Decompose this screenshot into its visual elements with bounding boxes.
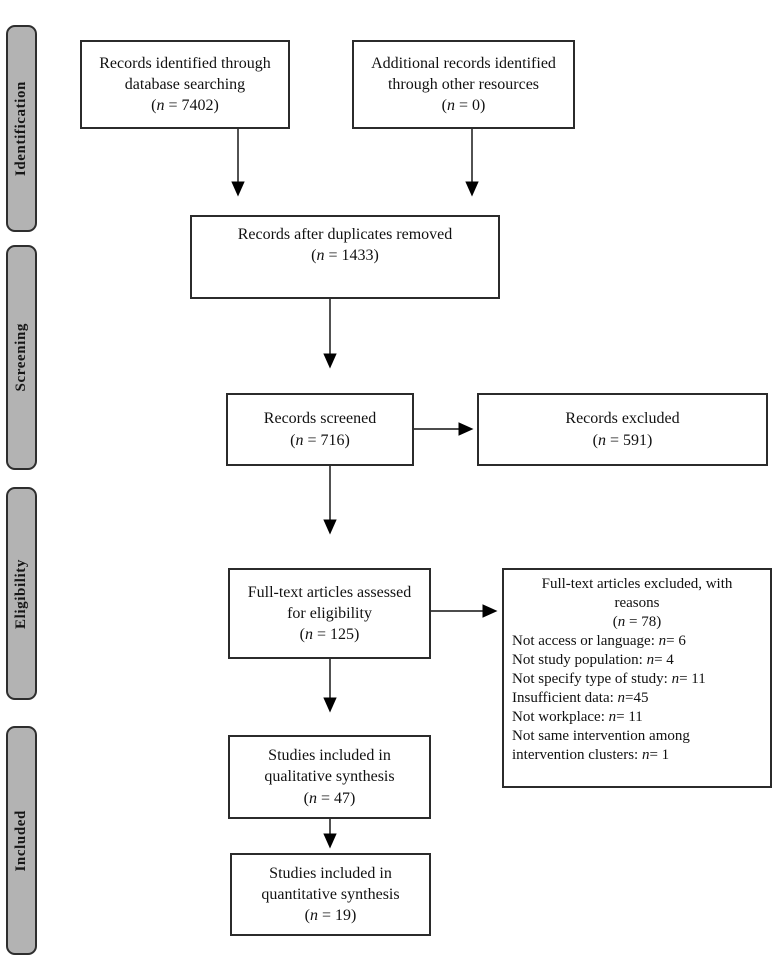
fulltext-excluded-reasons: Not access or language: n= 6 Not study population: n= 4 Not specify type of study: n= 11 Insufficient data: n=45 Not workplace: n= 11 Not same intervention among intervention clusters: n= 1 bbox=[512, 633, 706, 764]
stage-bar-included bbox=[6, 726, 37, 955]
stage-bar-screening bbox=[6, 245, 37, 470]
box-records-identified-database: Records identified through database searching (n = 7402) bbox=[80, 40, 290, 129]
box-records-screened: Records screened (n = 716) bbox=[226, 393, 414, 466]
stage-bar-identification bbox=[6, 25, 37, 232]
box-fulltext-assessed: Full-text articles assessed for eligibility (n = 125) bbox=[228, 568, 431, 659]
box-additional-records-other-sources: Additional records identified through other resources (n = 0) bbox=[352, 40, 575, 129]
stage-label-eligibility: Eligibility bbox=[13, 558, 29, 629]
stage-label-screening: Screening bbox=[13, 323, 29, 392]
box-quantitative-synthesis: Studies included in quantitative synthesis (n = 19) bbox=[230, 853, 431, 936]
stage-label-identification: Identification bbox=[13, 80, 29, 177]
box-records-after-duplicates-removed: Records after duplicates removed (n = 1433) bbox=[190, 215, 500, 299]
fulltext-excluded-header: Full-text articles excluded, with reasons (n = 78) bbox=[541, 576, 733, 631]
stage-bar-eligibility bbox=[6, 487, 37, 700]
box-fulltext-excluded bbox=[502, 568, 772, 788]
stage-label-included: Included bbox=[13, 809, 29, 872]
box-records-excluded: Records excluded (n = 591) bbox=[477, 393, 768, 466]
box-qualitative-synthesis: Studies included in qualitative synthesis (n = 47) bbox=[228, 735, 431, 819]
